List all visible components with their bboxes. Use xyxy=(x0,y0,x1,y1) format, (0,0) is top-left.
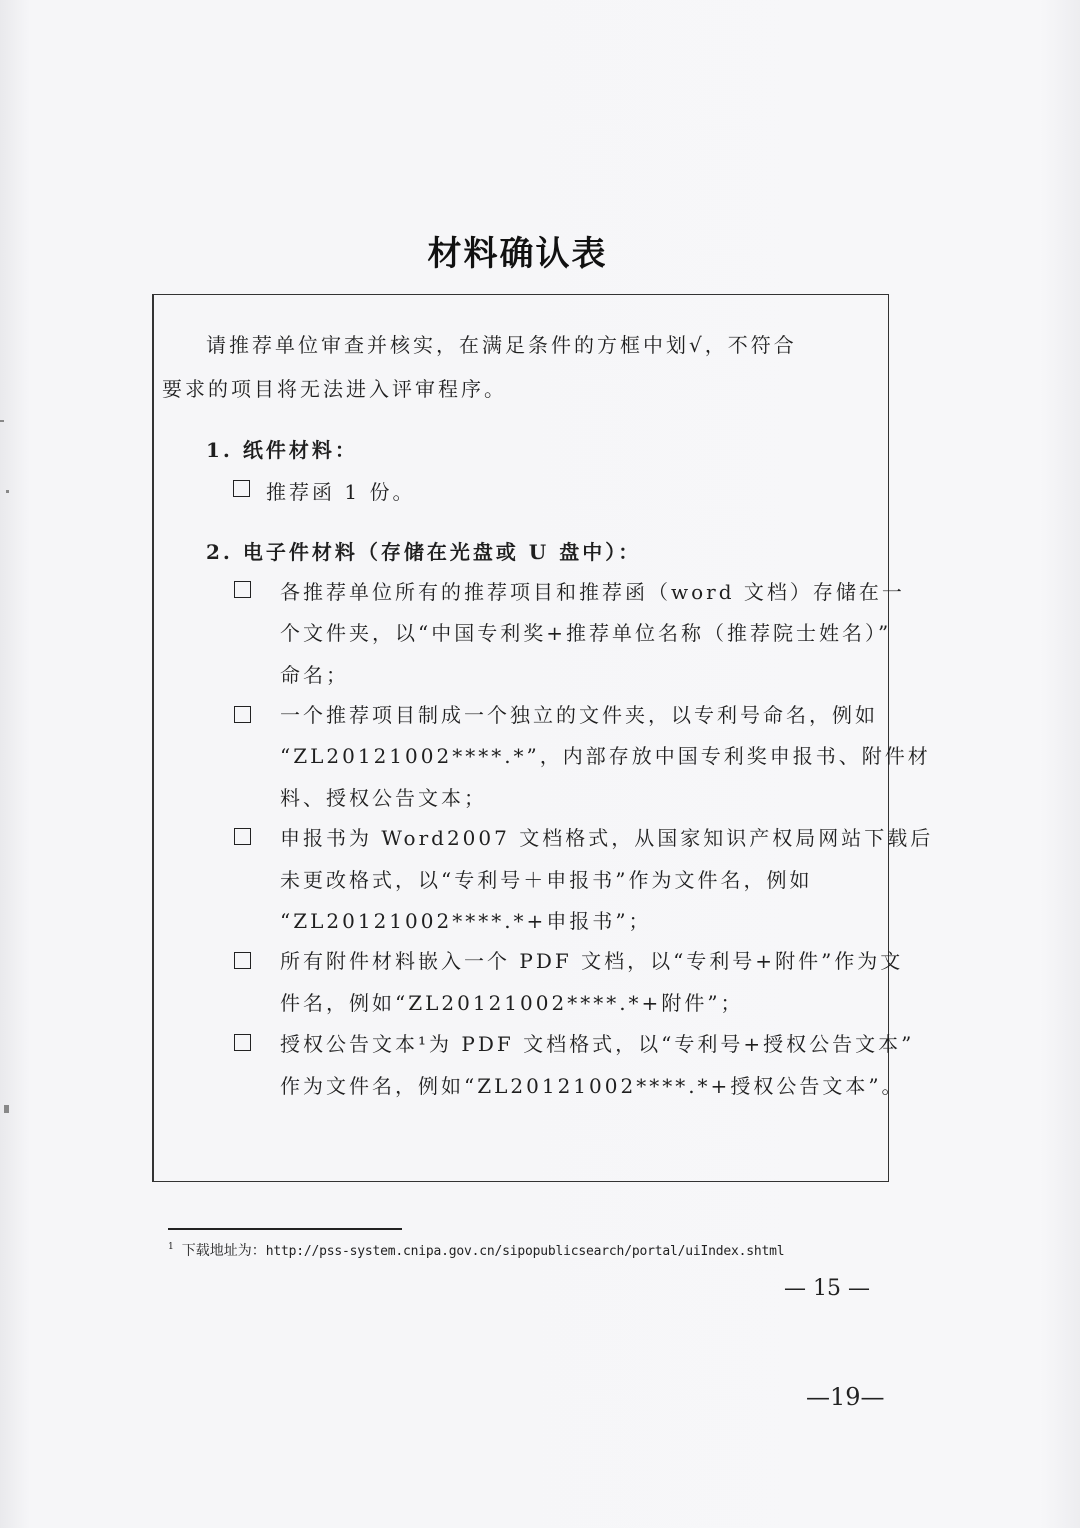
item-text: 推荐函 1 份。 xyxy=(266,480,416,504)
footnote xyxy=(168,1240,784,1260)
checkbox-attachments-pdf[interactable] xyxy=(234,952,251,969)
footnote-mark: 1 xyxy=(168,1242,174,1253)
scan-edge-mark xyxy=(4,1105,9,1113)
item-text: “ZL20121002****.*+申报书”； xyxy=(280,909,652,933)
item-text: 件名，例如“ZL20121002****.*+附件”； xyxy=(280,991,744,1015)
item-text: 所有附件材料嵌入一个 PDF 文档，以“专利号+附件”作为文 xyxy=(280,949,904,973)
inner-page-number: — 15 — xyxy=(784,1276,870,1301)
checkbox-grant-announcement[interactable] xyxy=(234,1034,251,1051)
item-text: 申报书为 Word2007 文档格式，从国家知识产权局网站下载后 xyxy=(280,826,934,850)
item-text: “ZL20121002****.*”，内部存放中国专利奖申报书、附件材 xyxy=(280,744,931,768)
checkbox-recommendation-letter[interactable] xyxy=(233,480,250,497)
section-heading-electronic: 2. 电子件材料（存储在光盘或 U 盘中）： xyxy=(206,540,642,564)
item-text: 各推荐单位所有的推荐项目和推荐函（word 文档）存储在一 xyxy=(280,580,905,604)
outer-page-number: —19— xyxy=(806,1383,885,1411)
item-text: 未更改格式，以“专利号＋申报书”作为文件名，例如 xyxy=(280,868,813,892)
footnote-url[interactable]: http://pss-system.cnipa.gov.cn/sipopublicsearch/portal/uiIndex.shtml xyxy=(265,1244,785,1259)
scan-edge-mark xyxy=(6,490,9,493)
item-text: 命名； xyxy=(280,663,349,687)
checkbox-folder-naming[interactable] xyxy=(234,581,251,598)
intro-line-2: 要求的项目将无法进入评审程序。 xyxy=(162,377,507,401)
intro-line-1: 请推荐单位审查并核实，在满足条件的方框中划√，不符合 xyxy=(206,333,797,357)
checkbox-application-form[interactable] xyxy=(234,828,251,845)
scan-edge-mark xyxy=(0,420,4,422)
section-heading-paper: 1. 纸件材料： xyxy=(206,438,358,462)
item-text: 授权公告文本¹为 PDF 文档格式，以“专利号+授权公告文本” xyxy=(280,1032,915,1056)
item-text: 料、授权公告文本； xyxy=(280,786,487,810)
footnote-divider xyxy=(168,1228,402,1230)
item-text: 一个推荐项目制成一个独立的文件夹，以专利号命名，例如 xyxy=(280,703,878,727)
item-text: 作为文件名，例如“ZL20121002****.*+授权公告文本”。 xyxy=(280,1074,905,1098)
footnote-label: 下载地址为： xyxy=(181,1243,266,1259)
page-title: 材料确认表 xyxy=(427,234,608,274)
checkbox-project-folder[interactable] xyxy=(234,706,251,723)
item-text: 个文件夹，以“中国专利奖+推荐单位名称（推荐院士姓名）” xyxy=(280,621,892,645)
